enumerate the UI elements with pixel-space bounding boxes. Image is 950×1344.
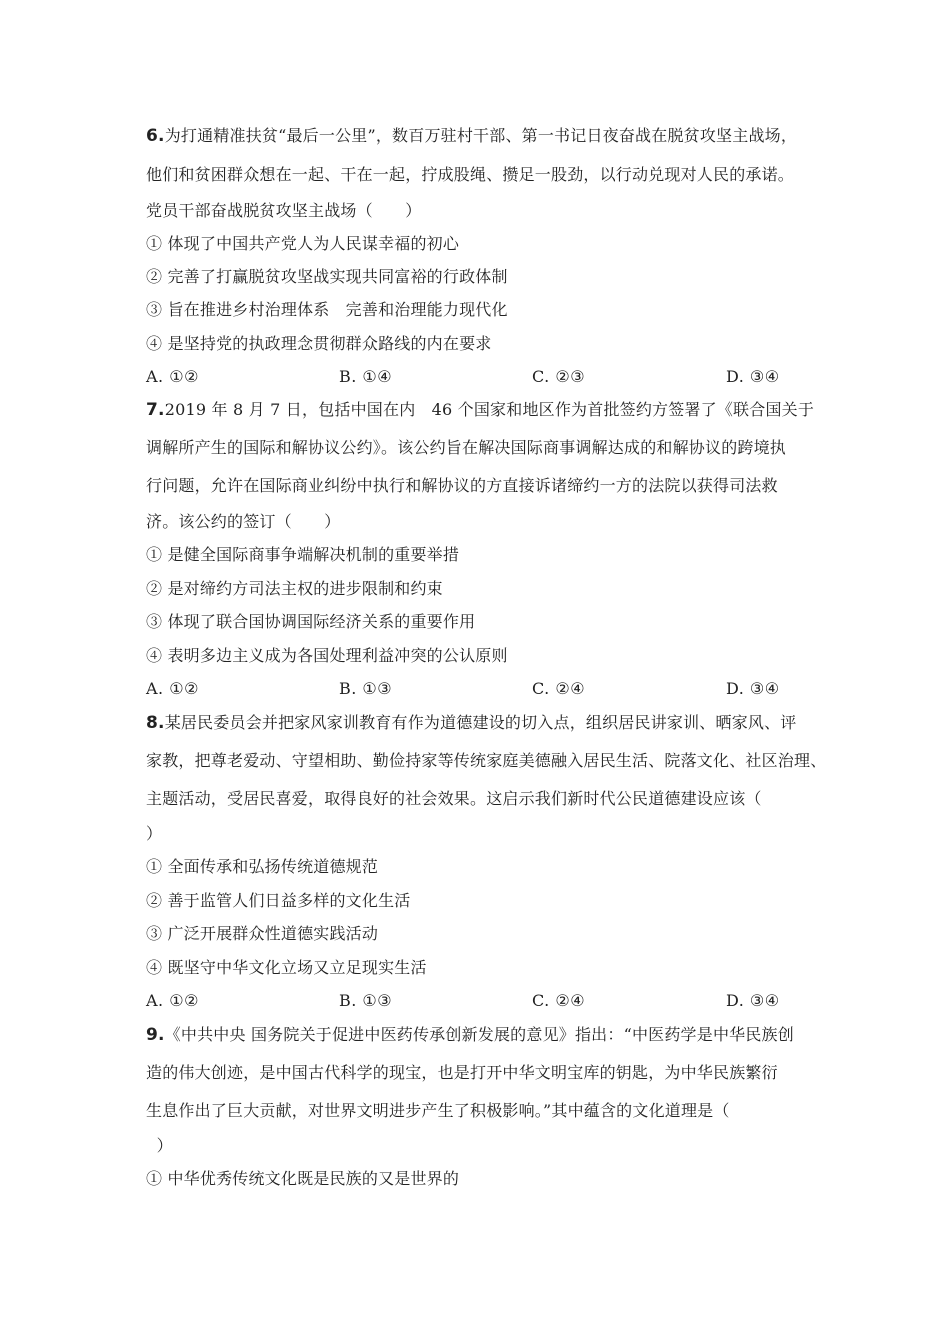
q7-number: 7. bbox=[146, 400, 165, 420]
q8-option-4: ④ 既坚守中华文化立场又立足现实生活 bbox=[146, 958, 427, 977]
q7-choice-d: D. ③④ bbox=[726, 679, 780, 698]
q9-stem-text: 《中共中央 国务院关于促进中医药传承创新发展的意见》指出：“中医药学是中华民族创 bbox=[164, 1025, 794, 1044]
q6-option-3: ③ 旨在推进乡村治理体系 完善和治理能力现代化 bbox=[146, 300, 508, 319]
q9-line-4: ） bbox=[146, 1136, 173, 1155]
q9-line-2: 造的伟大创迹，是中国古代科学的现宝，也是打开中华文明宝库的钥匙，为中华民族繁衍 bbox=[146, 1063, 778, 1082]
q7-choice-a: A. ①② bbox=[146, 679, 199, 698]
q6-choice-b: B. ①④ bbox=[339, 367, 393, 386]
q7-choice-c: C. ②④ bbox=[532, 679, 586, 698]
q6-choice-a: A. ①② bbox=[146, 367, 199, 386]
q6-line-3: 党员干部奋战脱贫攻坚主战场（ ） bbox=[146, 201, 422, 220]
q9-number: 9. bbox=[146, 1025, 165, 1045]
q6-choice-d: D. ③④ bbox=[726, 367, 780, 386]
q8-line-3: 主题活动，受居民喜爱，取得良好的社会效果。这启示我们新时代公民道德建设应该（ bbox=[146, 789, 762, 808]
q7-option-4: ④ 表明多边主义成为各国处理利益冲突的公认原则 bbox=[146, 646, 508, 665]
q7-line-4: 济。该公约的签订（ ） bbox=[146, 512, 341, 531]
q6-option-4: ④ 是坚持党的执政理念贯彻群众路线的内在要求 bbox=[146, 334, 492, 353]
q6-stem-text: 为打通精准扶贫“最后一公里”，数百万驻村干部、第一书记日夜奋战在脱贫攻坚主战场， bbox=[164, 126, 798, 145]
q7-line-3: 行问题，允许在国际商业纠纷中执行和解协议的方直接诉诸缔约一方的法院以获得司法救 bbox=[146, 476, 778, 495]
q7-option-2: ② 是对缔约方司法主权的进步限制和约束 bbox=[146, 579, 443, 598]
q8-stem-text: 某居民委员会并把家风家训教育有作为道德建设的切入点，组织居民讲家训、晒家风、评 bbox=[164, 713, 797, 732]
q6-line-2: 他们和贫困群众想在一起、干在一起，拧成股绳、攒足一股劲，以行动兑现对人民的承诺。 bbox=[146, 165, 795, 184]
q8-line-1 bbox=[146, 713, 797, 733]
q9-option-1: ① 中华优秀传统文化既是民族的又是世界的 bbox=[146, 1169, 460, 1188]
q7-choice-b: B. ①③ bbox=[339, 679, 393, 698]
q8-choice-a: A. ①② bbox=[146, 991, 199, 1010]
q7-line-1 bbox=[146, 400, 814, 420]
q8-option-3: ③ 广泛开展群众性道德实践活动 bbox=[146, 924, 379, 943]
q8-choice-c: C. ②④ bbox=[532, 991, 586, 1010]
q9-line-1 bbox=[146, 1025, 794, 1045]
q8-line-2: 家教，把尊老爱动、守望相助、勤俭持家等传统家庭美德融入居民生活、院落文化、社区治理、 bbox=[146, 751, 827, 770]
q8-option-1: ① 全面传承和弘扬传统道德规范 bbox=[146, 857, 379, 876]
q6-option-2: ② 完善了打赢脱贫攻坚战实现共同富裕的行政体制 bbox=[146, 267, 508, 286]
q6-choice-c: C. ②③ bbox=[532, 367, 586, 386]
q6-number: 6. bbox=[146, 126, 165, 146]
q9-line-3: 生息作出了巨大贡献，对世界文明进步产生了积极影响。”其中蕴含的文化道理是（ bbox=[146, 1101, 730, 1120]
q6-line-1 bbox=[146, 126, 797, 146]
q7-option-1: ① 是健全国际商事争端解决机制的重要举措 bbox=[146, 545, 460, 564]
q8-choice-b: B. ①③ bbox=[339, 991, 393, 1010]
q8-choice-d: D. ③④ bbox=[726, 991, 780, 1010]
q7-option-3: ③ 体现了联合国协调国际经济关系的重要作用 bbox=[146, 612, 476, 631]
q6-option-1: ① 体现了中国共产党人为人民谋幸福的初心 bbox=[146, 234, 460, 253]
q8-number: 8. bbox=[146, 713, 165, 733]
q7-line-2: 调解所产生的国际和解协议公约》。该公约旨在解决国际商事调解达成的和解协议的跨境执 bbox=[146, 438, 787, 457]
q8-option-2: ② 善于监管人们日益多样的文化生活 bbox=[146, 891, 411, 910]
q8-line-4: ） bbox=[146, 824, 163, 843]
q7-stem-text: 2019 年 8 月 7 日，包括中国在内 46 个国家和地区作为首批签约方签署了《联合国关于 bbox=[164, 400, 815, 419]
